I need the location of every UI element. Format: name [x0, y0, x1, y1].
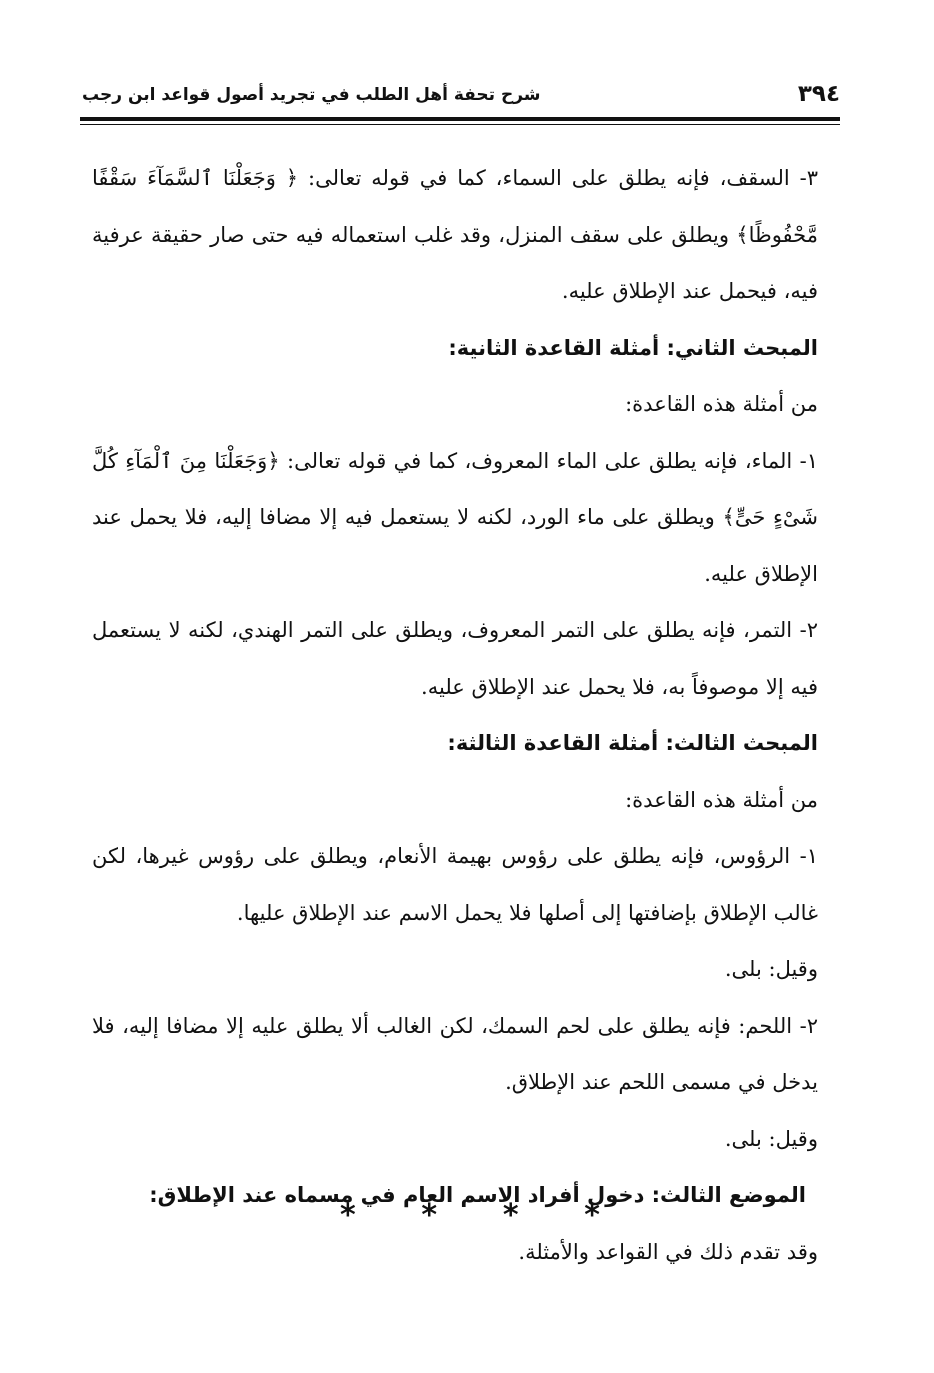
page-number: ٣٩٤ — [797, 81, 840, 107]
paragraph-examples-intro: من أمثلة هذه القاعدة: — [625, 392, 818, 416]
header-rule-thin — [80, 124, 840, 125]
separator-star: * — [502, 1198, 519, 1233]
page-body — [92, 150, 840, 1280]
section-heading-second-rule: المبحث الثاني: أمثلة القاعدة الثانية: — [448, 335, 818, 360]
running-header — [82, 78, 840, 112]
paragraph-roof-example: ٣- السقف، فإنه يطلق على السماء، كما في قوله تعالى: ﴿ وَجَعَلْنَا ٱلسَّمَآءَ سَقْفًا مَّحْفُوظًا﴾ ويطلق على سقف المنزل، وقد غلب استعماله فيه حتى صار حقيقة عرفية فيه، فيحمل عند الإطلاق عليه. — [92, 166, 818, 303]
paragraph-reference: وقد تقدم ذلك في القواعد والأمثلة. — [518, 1239, 818, 1264]
header-rule-thick — [80, 117, 840, 121]
section-heading-third-rule: المبحث الثالث: أمثلة القاعدة الثالثة: — [447, 731, 818, 755]
paragraph-opinion-2: وقيل: بلى. — [724, 1126, 818, 1151]
paragraph-heads-example: ١- الرؤوس، فإنه يطلق على رؤوس بهيمة الأنعام، ويطلق على رؤوس غيرها، لكن غالب الإطلاق بإضافتها إلى أصلها فلا يحمل الاسم عند الإطلاق عليها. — [92, 844, 818, 925]
book-title: شرح تحفة أهل الطلب في تجريد أصول قواعد ابن رجب — [82, 85, 541, 105]
separator-star: * — [584, 1198, 600, 1233]
paragraph-dates-example: ٢- التمر، فإنه يطلق على التمر المعروف، ويطلق على التمر الهندي، لكنه لا يستعمل فيه إلا موصوفاً به، فلا يحمل عند الإطلاق عليه. — [92, 618, 818, 699]
paragraph-examples-intro-2: من أمثلة هذه القاعدة: — [625, 787, 818, 812]
paragraph-meat-example: ٢- اللحم: فإنه يطلق على لحم السمك، لكن الغالب ألا يطلق عليه إلا مضافا إليه، فلا يدخل في مسمى اللحم عند الإطلاق. — [92, 1013, 818, 1094]
paragraph-water-example: ١- الماء، فإنه يطلق على الماء المعروف، كما في قوله تعالى: ﴿وَجَعَلْنَا مِنَ ٱلْمَآءِ كُلَّ شَىْءٍ حَىٍّ﴾ ويطلق على ماء الورد، لكنه لا يستعمل فيه إلا مضافا إليه، فلا يحمل عند الإطلاق عليه. — [92, 448, 818, 586]
separator-star: * — [340, 1198, 356, 1233]
section-heading-third-position: الموضع الثالث: دخول أفراد الاسم العام في مسماه عند الإطلاق: — [149, 1183, 806, 1207]
separator-star: * — [421, 1198, 438, 1233]
section-separator — [340, 1196, 600, 1236]
paragraph-opinion: وقيل: بلى. — [724, 957, 818, 981]
